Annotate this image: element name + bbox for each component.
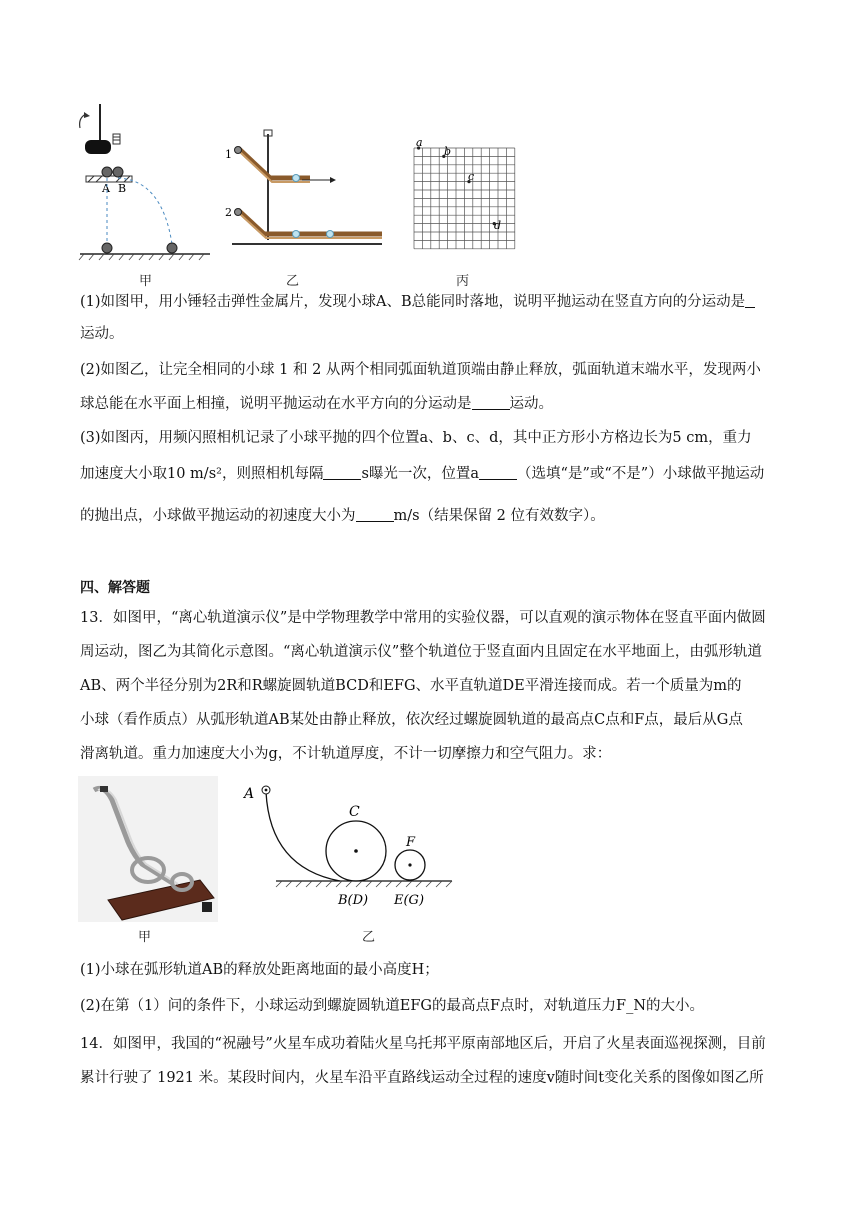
figure-jia-drop-apparatus bbox=[72, 98, 212, 266]
q14-line1: 14．如图甲，我国的“祝融号”火星车成功着陆火星乌托邦平原南部地区后，开启了火星表面巡视探测，目前 bbox=[80, 1036, 766, 1052]
figure-jia-caption: 甲 bbox=[139, 274, 153, 289]
figure-yi-track-schematic bbox=[240, 778, 460, 924]
hammer-head bbox=[85, 140, 111, 154]
q12-part3-line1: (3)如图丙，用频闪照相机记录了小球平抛的四个位置a、b、c、d，其中正方形小方格边长为5 cm，重力 bbox=[80, 430, 752, 446]
label-c: C bbox=[349, 804, 360, 820]
q13-line2: 周运动，图乙为其简化示意图。“离心轨道演示仪”整个轨道位于竖直面内且固定在水平地面上，由弧形轨道 bbox=[80, 644, 762, 660]
arc-track-ab bbox=[266, 792, 340, 881]
ball-a-label: A bbox=[102, 182, 110, 195]
q13-line5: 滑离轨道。重力加速度大小为g，不计轨道厚度，不计一切摩擦力和空气阻力。求： bbox=[80, 746, 612, 762]
figure-bing-grid bbox=[406, 134, 516, 252]
ball-2-label: 2 bbox=[225, 206, 232, 219]
ball-b-label: B bbox=[118, 182, 127, 195]
q12-blank-2[interactable] bbox=[472, 395, 510, 410]
figure-yi-caption: 乙 bbox=[286, 274, 300, 289]
q12-part3-line2: 加速度大小取10 m/s²，则照相机每隔 s曝光一次，位置a （选填“是”或“不是”）小球做平抛运动 bbox=[80, 466, 765, 482]
q12-part3-line3: 的抛出点，小球做平抛运动的初速度大小为 m/s（结果保留 2 位有效数字）。 bbox=[80, 508, 605, 524]
point-b-label: b bbox=[444, 145, 452, 158]
q13-line3: AB、两个半径分别为2R和R螺旋圆轨道BCD和EFG、水平直轨道DE平滑连接而成。若一个质量为m的 bbox=[80, 678, 742, 694]
point-a-label: a bbox=[416, 136, 423, 149]
figure-bing-caption: 丙 bbox=[456, 274, 470, 289]
ball-1-label: 1 bbox=[225, 148, 232, 161]
label-f: F bbox=[406, 835, 416, 850]
q13-line4: 小球（看作质点）从弧形轨道AB某处由静止释放，依次经过螺旋圆轨道的最高点C点和F点，最后从G点 bbox=[80, 712, 743, 728]
q12-part1-text: (1)如图甲，用小锤轻击弹性金属片，发现小球A、B总能同时落地，说明平抛运动在竖直方向的分运动是 bbox=[80, 294, 746, 310]
figure-jia-photo bbox=[78, 776, 218, 922]
figure-yi-schematic-caption: 乙 bbox=[362, 930, 376, 945]
q14-line2: 累计行驶了 1921 米。某段时间内，火星车沿平直路线运动全过程的速度v随时间t变化关系的图像如图乙所 bbox=[80, 1070, 764, 1086]
q12-part1-end: 运动。 bbox=[80, 326, 124, 342]
label-e-g: E(G) bbox=[394, 893, 425, 908]
q12-part2-line1: (2)如图乙，让完全相同的小球 1 和 2 从两个相同弧面轨道顶端由静止释放，弧面轨道末端水平，发现两小 bbox=[80, 362, 761, 378]
point-d-label: d bbox=[494, 219, 502, 232]
figure-yi-ramps bbox=[222, 128, 392, 256]
q13-line1: 13．如图甲，“离心轨道演示仪”是中学物理教学中常用的实验仪器，可以直观的演示物体在竖直平面内做圆 bbox=[80, 610, 766, 626]
q12-blank-1[interactable] bbox=[745, 293, 755, 308]
q12-part2-line2: 球总能在水平面上相撞，说明平抛运动在水平方向的分运动是 运动。 bbox=[80, 396, 553, 412]
point-c-label: c bbox=[468, 170, 475, 183]
q12-part1 bbox=[80, 292, 755, 312]
section-title: 四、解答题 bbox=[80, 580, 150, 596]
q13-sub2: (2)在第（1）问的条件下，小球运动到螺旋圆轨道EFG的最高点F点时，对轨道压力F_N的大小。 bbox=[80, 998, 705, 1014]
q12-blank-3[interactable] bbox=[323, 465, 361, 480]
label-b-d: B(D) bbox=[338, 893, 369, 908]
q12-blank-5[interactable] bbox=[356, 507, 394, 522]
label-a: A bbox=[244, 786, 255, 802]
q13-sub1: (1)小球在弧形轨道AB的释放处距离地面的最小高度H； bbox=[80, 962, 439, 978]
q12-blank-4[interactable] bbox=[479, 465, 517, 480]
figure-jia-photo-caption: 甲 bbox=[138, 930, 152, 945]
